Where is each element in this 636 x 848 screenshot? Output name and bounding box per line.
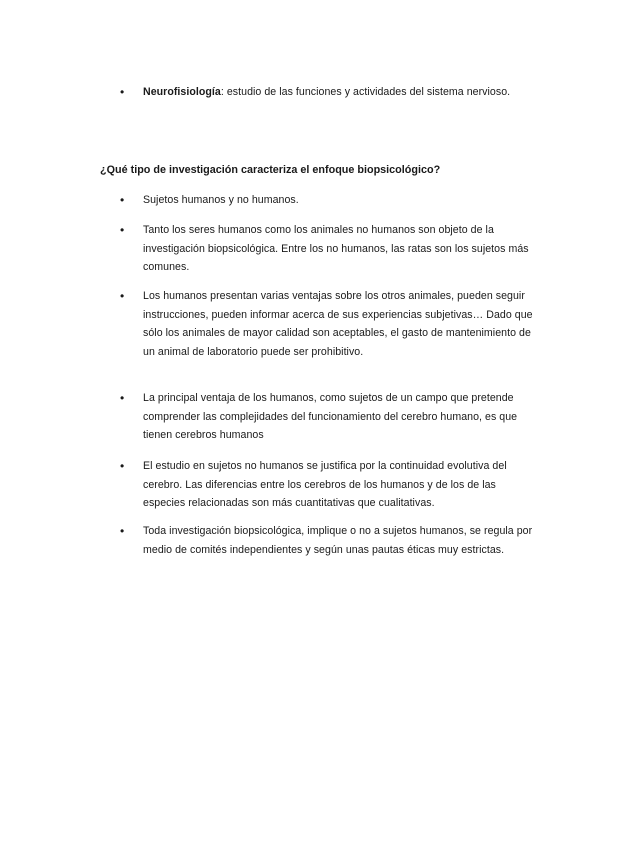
bullet-marker: •: [120, 85, 125, 99]
term-neurofisiologia: Neurofisiología: [143, 86, 221, 98]
list-item-text: Sujetos humanos y no humanos.: [143, 194, 299, 206]
bullet-marker: •: [120, 223, 125, 237]
bullet-marker: •: [120, 459, 125, 473]
list-item-text: El estudio en sujetos no humanos se justifica por la continuidad evolutiva del cerebro. Las diferencias entre los cerebros de los humanos y de los de las especies relacionadas son más cuantitativas que cualitativas.: [143, 460, 507, 509]
term-definition: : estudio de las funciones y actividades del sistema nervioso.: [220, 86, 511, 98]
bullet-marker: •: [120, 289, 125, 303]
list-item-text: Toda investigación biopsicológica, implique o no a sujetos humanos, se regula por medio de comités independientes y según unas pautas éticas muy estrictas.: [143, 525, 533, 556]
intro-paragraph: [143, 83, 538, 102]
bullet-marker: •: [120, 193, 125, 207]
list-item-text: Los humanos presentan varias ventajas sobre los otros animales, pueden seguir instrucciones, pueden informar acerca de sus experiencias subjetivas… Dado que sólo los animales de mayor calidad son aceptables, el gasto de mantenimiento de un animal de laboratorio puede ser prohibitivo.: [143, 290, 533, 358]
bullet-marker: •: [120, 391, 125, 405]
bullet-marker: •: [120, 524, 125, 538]
section-question-heading: ¿Qué tipo de investigación caracteriza el enfoque biopsicológico?: [100, 164, 441, 176]
list-item-text: Tanto los seres humanos como los animales no humanos son objeto de la investigación biopsicológica. Entre los no humanos, las ratas son los sujetos más comunes.: [143, 224, 529, 273]
list-item-text: La principal ventaja de los humanos, como sujetos de un campo que pretende comprender las complejidades del funcionamiento del cerebro humano, es que tienen cerebros humanos: [143, 392, 518, 441]
